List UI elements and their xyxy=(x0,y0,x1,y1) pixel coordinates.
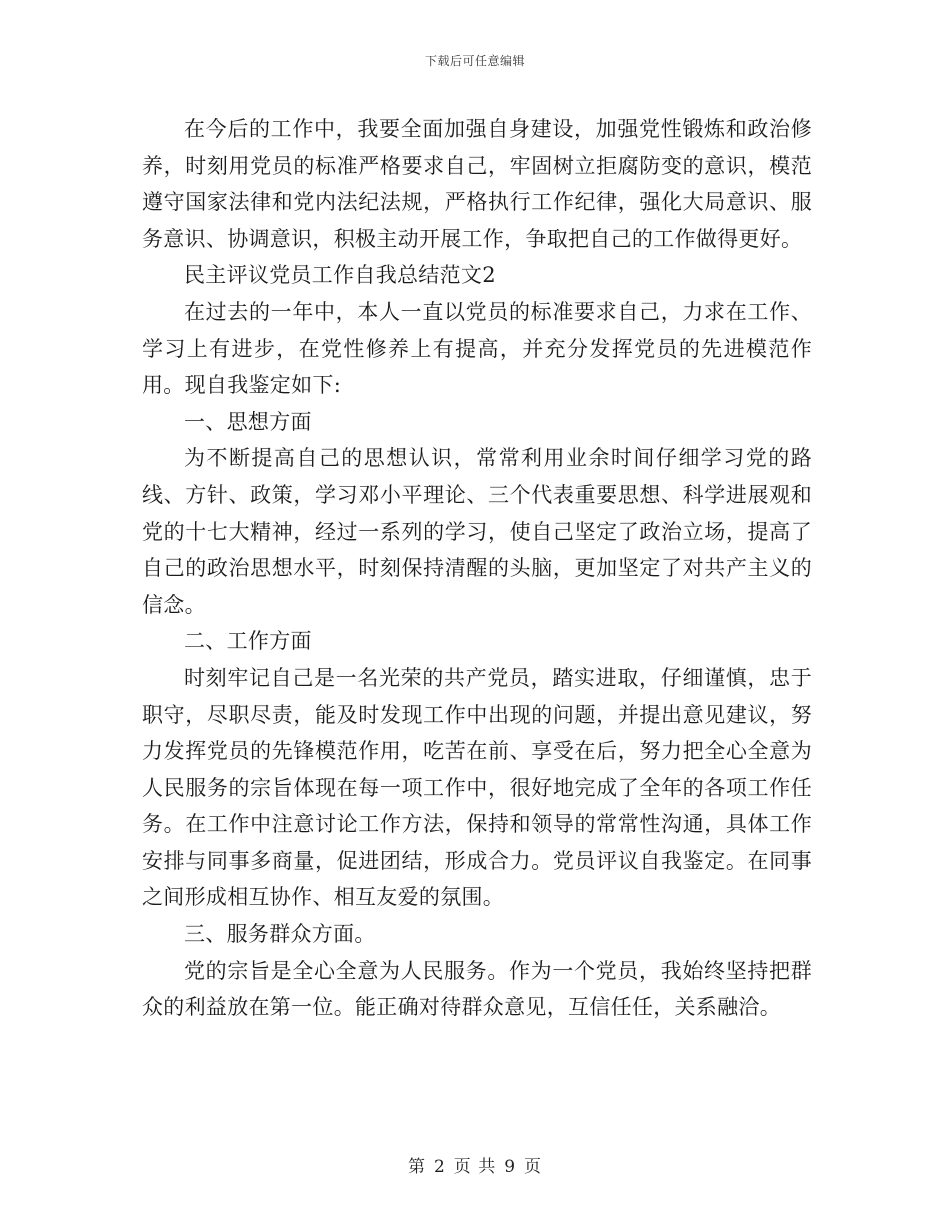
heading-service: 三、服务群众方面。 xyxy=(184,922,376,947)
document-body xyxy=(142,111,812,1026)
page-number-total: 9 xyxy=(504,1157,517,1177)
paragraph-ideology: 为不断提高自己的思想认识，常常利用业余时间仔细学习党的路线、方针、政策，学习邓小平理论、三个代表重要思想、科学进展观和党的十七大精神，经过一系列的学习，使自己坚定了政治立场，提高了自己的政治思想水平，时刻保持清醒的头脑，更加坚定了对共产主义的信念。 xyxy=(142,446,812,617)
footer-middle: 页 共 xyxy=(453,1157,497,1177)
paragraph-work: 时刻牢记自己是一名光荣的共产党员，踏实进取，仔细谨慎，忠于职守，尽职尽责，能及时发现工作中出现的问题，并提出意见建议，努力发挥党员的先锋模范作用，吃苦在前、享受在后，努力把全心全意为人民服务的宗旨体现在每一项工作中，很好地完成了全年的各项工作任务。在工作中注意讨论工作方法，保持和领导的常常性沟通，具体工作安排与同事多商量，促进团结，形成合力。党员评议自我鉴定。在同事之间形成相互协作、相互友爱的氛围。 xyxy=(142,665,812,910)
paragraph-closing: 在今后的工作中，我要全面加强自身建设，加强党性锻炼和政治修养，时刻用党员的标准严格要求自己，牢固树立拒腐防变的意识，模范遵守国家法律和党内法纪法规，严格执行工作纪律，强化大局意识、服务意识、协调意识，积极主动开展工作，争取把自己的工作做得更好。 xyxy=(142,117,812,251)
heading-work: 二、工作方面 xyxy=(184,629,312,654)
heading-ideology: 一、思想方面 xyxy=(184,409,312,434)
paragraph-intro: 在过去的一年中，本人一直以党员的标准要求自己，力求在工作、学习上有进步，在党性修养上有提高，并充分发挥党员的先进模范作用。现自我鉴定如下: xyxy=(142,299,812,398)
page-footer xyxy=(0,1152,950,1177)
footer-suffix: 页 xyxy=(524,1157,543,1177)
page-header: 下载后可任意编辑 xyxy=(424,54,525,68)
page-number-current: 2 xyxy=(433,1157,446,1177)
paragraph-service: 党的宗旨是全心全意为人民服务。作为一个党员，我始终坚持把群众的利益放在第一位。能正确对待群众意见，互信任任，关系融洽。 xyxy=(142,958,812,1020)
section-title: 民主评议党员工作自我总结范文2 xyxy=(184,263,496,288)
footer-prefix: 第 xyxy=(407,1157,426,1177)
